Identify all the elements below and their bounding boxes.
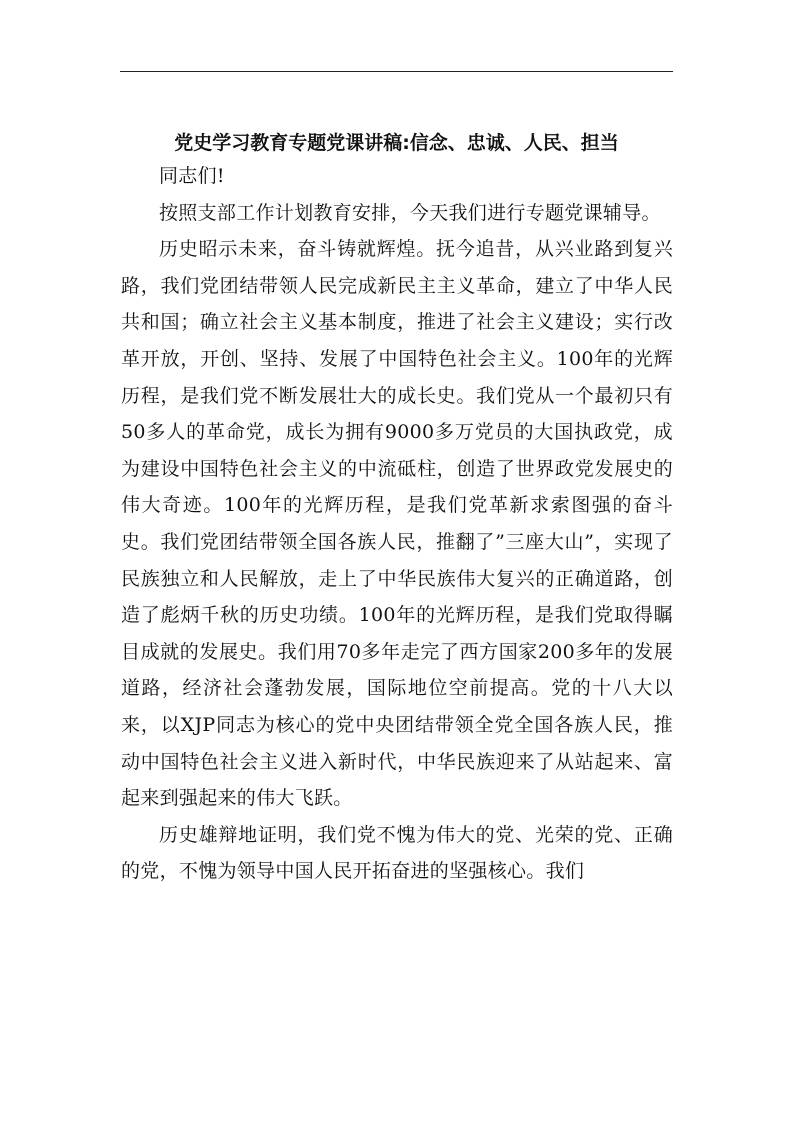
- document-title: 党史学习教育专题党课讲稿:信念、忠诚、人民、担当: [174, 132, 619, 154]
- greeting-paragraph: 同志们!: [159, 165, 225, 187]
- history-paragraph: 历史昭示未来，奋斗铸就辉煌。抚今追昔，从兴业路到复兴路，我们党团结带领人民完成新民主主义革命，建立了中华人民共和国；确立社会主义基本制度，推进了社会主义建设；实行改革开放，开创、坚持、发展了中国特色社会主义。100年的光辉历程，是我们党不断发展壮大的成长史。我们党从一个最初只有50多人的革命党，成长为拥有9000多万党员的大国执政党，成为建设中国特色社会主义的中流砥柱，创造了世界政党发展史的伟大奇迹。100年的光辉历程，是我们党革新求索图强的奋斗史。我们党团结带领全国各族人民，推翻了”三座大山”，实现了民族独立和人民解放，走上了中华民族伟大复兴的正确道路，创造了彪炳千秋的历史功绩。100年的光辉历程，是我们党取得瞩目成就的发展史。我们用70多年走完了西方国家200多年的发展道路，经济社会蓬勃发展，国际地位空前提高。党的十八大以来，以XJP同志为核心的党中央团结带领全党全国各族人民，推动中国特色社会主义进入新时代，中华民族迎来了从站起来、富起来到强起来的伟大飞跃。: [121, 238, 673, 810]
- intro-paragraph: 按照支部工作计划教育安排，今天我们进行专题党课辅导。: [159, 201, 661, 224]
- document-body: [121, 158, 673, 890]
- conclusion-paragraph: 历史雄辩地证明，我们党不愧为伟大的党、光荣的党、正确的党，不愧为领导中国人民开拓奋进的坚强核心。我们: [121, 823, 673, 883]
- header-divider: [120, 71, 673, 72]
